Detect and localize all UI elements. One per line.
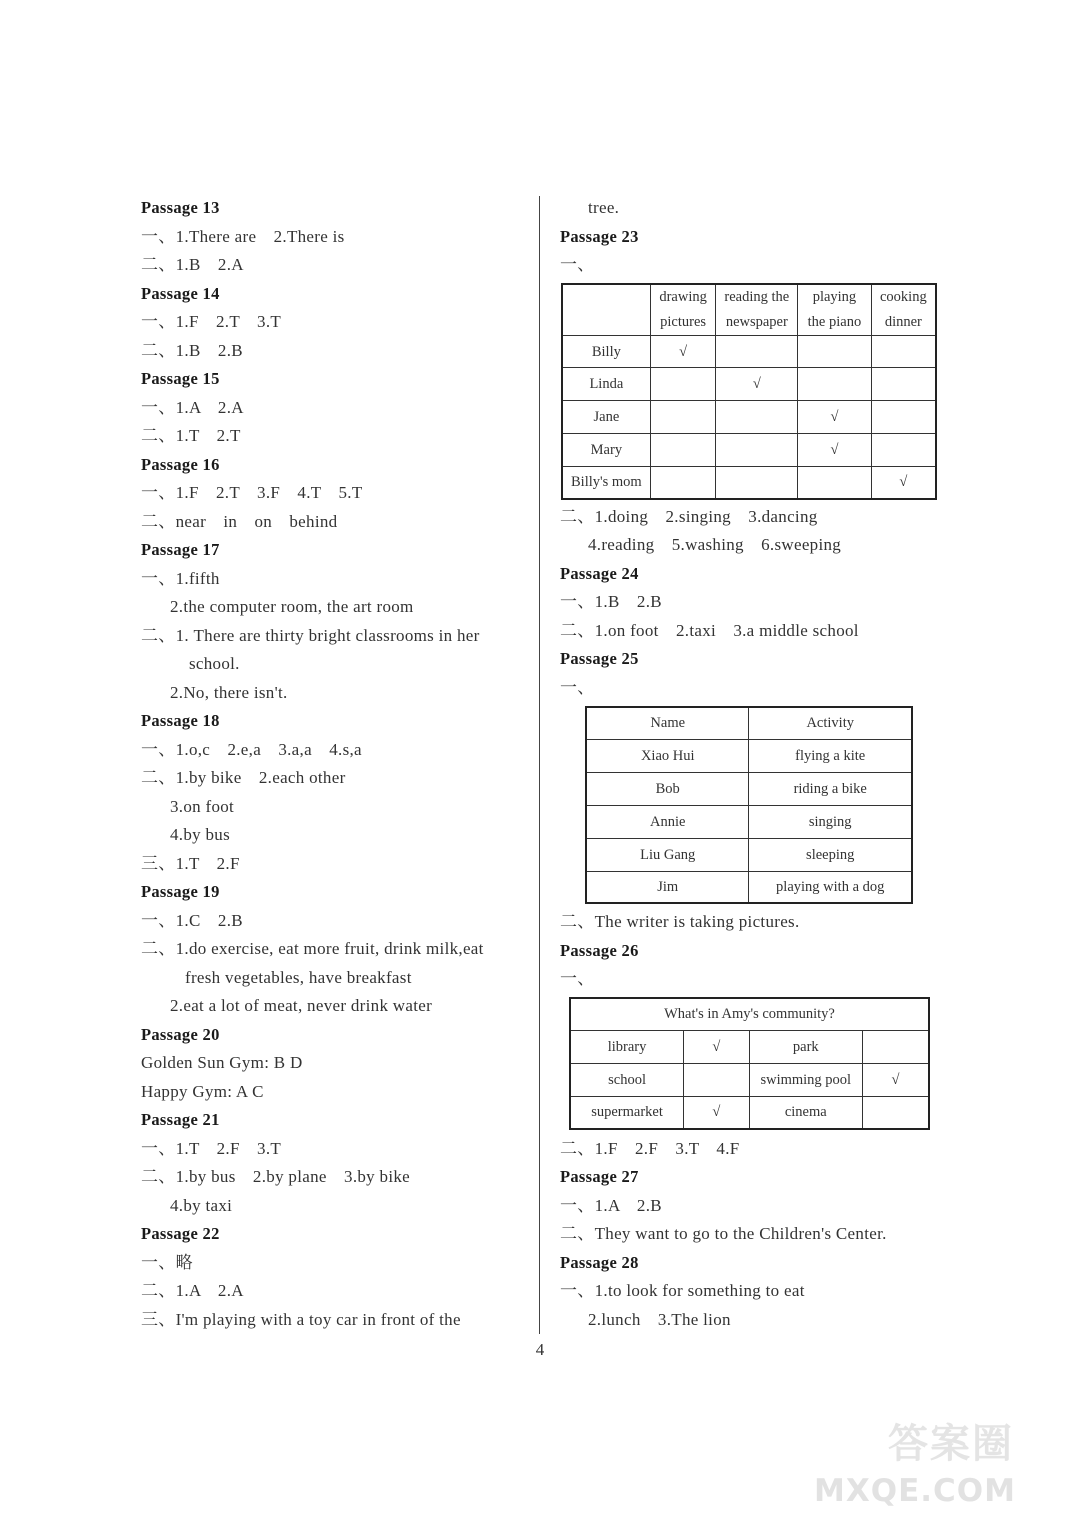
table-row (562, 467, 936, 499)
check-cell (871, 401, 936, 434)
passage-26-heading: Passage 26 (560, 941, 639, 960)
answer-line: 2.eat a lot of meat, never drink water (170, 996, 433, 1015)
answer-line: fresh vegetables, have breakfast (185, 968, 412, 987)
continued-line: tree. (588, 198, 620, 217)
passage-18-heading: Passage 18 (141, 711, 220, 730)
answer-line: 一、 (560, 678, 595, 697)
check-cell: √ (684, 1096, 749, 1129)
answer-line: 一、1.F 2.T 3.T (141, 312, 282, 331)
answer-line: 一、1.T 2.F 3.T (141, 1139, 282, 1158)
check-cell: √ (798, 401, 872, 434)
passage-14-heading: Passage 14 (141, 284, 220, 303)
table-row (570, 1096, 929, 1129)
check-cell: √ (863, 1063, 929, 1096)
answer-line: 一、1.C 2.B (141, 911, 243, 930)
answer-line: 二、1.T 2.T (141, 426, 241, 445)
passage-19-heading: Passage 19 (141, 882, 220, 901)
answer-line: 一、 (560, 969, 595, 988)
passage-20-heading: Passage 20 (141, 1025, 220, 1044)
row-name-cell: Billy's mom (562, 467, 650, 499)
table-header-row (586, 707, 912, 739)
passage-15-heading: Passage 15 (141, 369, 220, 388)
check-cell (871, 336, 936, 368)
check-cell (716, 401, 798, 434)
answer-line: 一、1.o,c 2.e,a 3.a,a 4.s,a (141, 740, 362, 759)
answer-line: 二、1.A 2.A (141, 1281, 244, 1300)
answer-line: school. (189, 654, 240, 673)
answer-line: 一、1.There are 2.There is (141, 227, 345, 246)
table-row (586, 838, 912, 871)
watermark-url: MXQE.COM (813, 1473, 1016, 1509)
check-cell (716, 434, 798, 467)
activity-cell: riding a bike (749, 772, 912, 805)
check-cell (863, 1096, 929, 1129)
activity-table-23 (561, 283, 937, 500)
name-cell: Liu Gang (586, 838, 749, 871)
name-cell: Annie (586, 805, 749, 838)
answer-line: Golden Sun Gym: B D (141, 1053, 303, 1072)
answer-line: 4.reading 5.washing 6.sweeping (588, 535, 842, 554)
table-row (570, 1063, 929, 1096)
table-header-cell: drawing pictures (650, 284, 716, 336)
answer-line: 二、1.on foot 2.taxi 3.a middle school (560, 621, 859, 640)
answer-line: 二、They want to go to the Children's Center. (560, 1224, 887, 1243)
check-cell (650, 467, 716, 499)
answer-line: 4.by bus (170, 825, 231, 844)
passage-28-heading: Passage 28 (560, 1253, 639, 1272)
table-corner-cell (562, 284, 650, 336)
column-divider (539, 196, 540, 1334)
answer-line: 一、 (560, 255, 595, 274)
answer-line: 二、The writer is taking pictures. (560, 912, 800, 931)
table-row (586, 805, 912, 838)
community-table-26 (569, 997, 930, 1130)
check-cell (863, 1030, 929, 1063)
table-header-cell: reading the newspaper (716, 284, 798, 336)
answer-line: 一、1.B 2.B (560, 592, 662, 611)
watermark-logo (813, 1409, 1050, 1519)
answer-line: 二、1.by bike 2.each other (141, 768, 346, 787)
passage-21-heading: Passage 21 (141, 1110, 220, 1129)
answer-line: 4.by taxi (170, 1196, 233, 1215)
passage-17-heading: Passage 17 (141, 540, 220, 559)
check-cell (716, 336, 798, 368)
answer-line: 二、1. There are thirty bright classrooms in her (141, 626, 480, 645)
answer-line: 二、near in on behind (141, 512, 338, 531)
answer-line: 三、1.T 2.F (141, 854, 240, 873)
check-cell: √ (798, 434, 872, 467)
check-cell: √ (716, 368, 798, 401)
activity-cell: flying a kite (749, 739, 912, 772)
row-name-cell: Mary (562, 434, 650, 467)
table-caption-row (570, 998, 929, 1030)
place-cell: supermarket (570, 1096, 684, 1129)
check-cell (650, 368, 716, 401)
answer-line: 一、1.to look for something to eat (560, 1281, 805, 1300)
activity-cell: playing with a dog (749, 871, 912, 903)
table-row (570, 1030, 929, 1063)
answer-line: 二、1.F 2.F 3.T 4.F (560, 1139, 740, 1158)
activity-table-25 (585, 706, 913, 904)
check-cell (716, 467, 798, 499)
answer-line: 2.No, there isn't. (170, 683, 288, 702)
table-row (562, 336, 936, 368)
check-cell (871, 368, 936, 401)
passage-25-heading: Passage 25 (560, 649, 639, 668)
table-row (586, 772, 912, 805)
answer-line: 3.on foot (170, 797, 235, 816)
row-name-cell: Jane (562, 401, 650, 434)
watermark-chars: 答案圈 (888, 1421, 1014, 1467)
place-cell: cinema (749, 1096, 863, 1129)
answer-line: 二、1.by bus 2.by plane 3.by bike (141, 1167, 410, 1186)
table-header-cell: playing the piano (798, 284, 872, 336)
activity-cell: sleeping (749, 838, 912, 871)
check-cell (650, 434, 716, 467)
name-cell: Xiao Hui (586, 739, 749, 772)
answer-line: 二、1.B 2.A (141, 255, 244, 274)
answer-line: 一、略 (141, 1253, 193, 1272)
answer-line: 一、1.A 2.A (141, 398, 244, 417)
table-header-cell: cooking dinner (871, 284, 936, 336)
answer-line: 一、1.F 2.T 3.F 4.T 5.T (141, 483, 363, 502)
answer-line: 2.the computer room, the art room (170, 597, 414, 616)
name-cell: Jim (586, 871, 749, 903)
answer-line: 一、1.fifth (141, 569, 220, 588)
answer-line: 二、1.doing 2.singing 3.dancing (560, 507, 818, 526)
check-cell (798, 336, 872, 368)
passage-27-heading: Passage 27 (560, 1167, 639, 1186)
check-cell (684, 1063, 749, 1096)
table-row (562, 434, 936, 467)
answer-line: 2.lunch 3.The lion (588, 1310, 731, 1329)
table-row (586, 739, 912, 772)
passage-24-heading: Passage 24 (560, 564, 639, 583)
check-cell (650, 401, 716, 434)
table-header-cell: Activity (749, 707, 912, 739)
check-cell: √ (871, 467, 936, 499)
row-name-cell: Billy (562, 336, 650, 368)
table-header-row (562, 284, 936, 336)
answer-line: 二、1.do exercise, eat more fruit, drink milk,eat (141, 939, 484, 958)
page-number: 4 (535, 1340, 545, 1359)
activity-cell: singing (749, 805, 912, 838)
check-cell: √ (684, 1030, 749, 1063)
answer-line: 二、1.B 2.B (141, 341, 243, 360)
table-row (586, 871, 912, 903)
check-cell: √ (650, 336, 716, 368)
check-cell (798, 368, 872, 401)
passage-22-heading: Passage 22 (141, 1224, 220, 1243)
table-header-cell: Name (586, 707, 749, 739)
row-name-cell: Linda (562, 368, 650, 401)
table-caption: What's in Amy's community? (570, 998, 929, 1030)
answer-line: 一、1.A 2.B (560, 1196, 662, 1215)
place-cell: school (570, 1063, 684, 1096)
name-cell: Bob (586, 772, 749, 805)
passage-13-heading: Passage 13 (141, 198, 220, 217)
answer-line: Happy Gym: A C (141, 1082, 264, 1101)
table-row (562, 401, 936, 434)
passage-23-heading: Passage 23 (560, 227, 639, 246)
place-cell: park (749, 1030, 863, 1063)
table-row (562, 368, 936, 401)
passage-16-heading: Passage 16 (141, 455, 220, 474)
place-cell: swimming pool (749, 1063, 863, 1096)
check-cell (871, 434, 936, 467)
place-cell: library (570, 1030, 684, 1063)
answer-line: 三、I'm playing with a toy car in front of the (141, 1310, 461, 1329)
check-cell (798, 467, 872, 499)
